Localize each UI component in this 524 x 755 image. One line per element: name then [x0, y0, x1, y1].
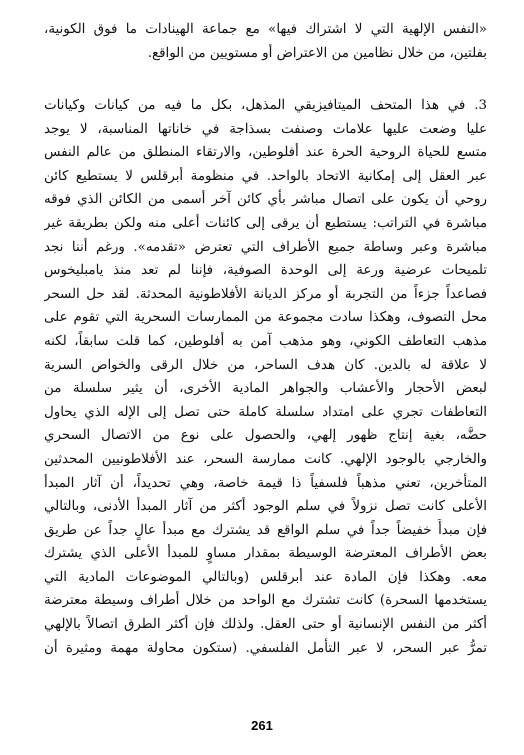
text-line: التعاطفات تجري على امتداد سلسلة كاملة حتى تصل إلى الإله الذي يحاول: [44, 404, 487, 420]
text-line: تلميحات عرضية ورعة إلى الوحدة الصوفية، فإننا لم تعد منذ يامبليخوس: [44, 263, 487, 279]
paragraph-section-3: [44, 94, 487, 660]
text-line: معه. وهكذا فإن المادة عند أبرقلس (وبالتالي الموضوعات المادية التي: [44, 569, 487, 585]
text-line: الأعلى كانت تصل نزولاً في سلم الوجود أكثر من آثار المبدأ الأدنى، وبالتالي: [44, 499, 487, 515]
text-line: أكثر من النفس الإنسانية أو حتى العقل. ولذلك فإن أكثر الطرق اتصالاً بالإلهي: [44, 617, 487, 633]
text-line: روحي أن يكون على اتصال مباشر بأي كائن آخر أسمى من الكائن الذي فوقه: [44, 192, 487, 208]
text-line: مذهب التعاطف الكوني، وهو مذهب آمن به أفلوطين، كما قلت سابقاً، لكنه: [44, 333, 487, 349]
text-line: تمرُّ عبر السحر، لا عبر التأمل الفلسفي. (ستكون محاولة مهمة ومثيرة أن: [44, 640, 487, 656]
text-line: حضَّه، بغية إنتاج ظهور إلهي، والحصول على نوع من الاتصال السحري: [44, 428, 487, 444]
text-line: مباشرة في التراتب: يستطيع أن يرقى إلى كائنات أعلى منه ولكن بطريقة غير: [44, 215, 487, 231]
text-line: عليا وضعت عليها علامات وصنفت بسذاجة في خاناتها المناسبة، لا يوجد: [44, 121, 487, 137]
text-line: فإن مبدأً خفيضاً جداً في سلم الواقع قد يشترك مع مبدأ عالٍ جداً عن طريق: [44, 522, 487, 538]
text-line: بفلتين، من خلال نظامين من الاعتراض أو مستويين من الواقع.: [147, 45, 487, 61]
text-line: فصاعداً جزءاً من التجربة أو مركز الديانة الأفلاطونية المحدثة. لقد حل السحر: [44, 286, 487, 302]
text-line: المتأخرين، تعني مذهباً فلسفياً ذا قيمة خاصة، وهي تحديداً، أن آثار المبدأ: [44, 475, 487, 491]
text-line: «النفس الإلهية التي لا اشتراك فيها» مع جماعة الهينادات ما فوق الكونية،: [44, 22, 487, 37]
text-line: 3. في هذا المتحف الميتافيزيقي المذهل، بكل ما فيه من كيانات وكيانات: [44, 98, 487, 113]
text-line: متسع للحياة الروحية الحرة عند أفلوطين، والارتقاء المنطلق من عالم النفس: [44, 145, 487, 161]
paragraph-continued: [44, 18, 487, 65]
text-line: عبر العقل إلى إمكانية الاتحاد بالواحد. في منظومة أبرقلس لا يستطيع كائن: [44, 168, 487, 184]
text-line: محل التصوف، وهكذا سادت مجموعة من الممارسات السحرية التي تقوم على: [44, 310, 487, 326]
text-line: لا علاقة له بالدين. كان هدف الساحر، من خلال الرقى والخواص السرية: [44, 357, 487, 373]
text-line: لبعض الأحجار والأعشاب والجواهر المادية الأخرى، أن يثير سلسلة من: [44, 381, 487, 397]
text-line: مباشرة وعبر وساطة جميع الأطراف التي تعترض «تقدمه». ورغم أننا نجد: [44, 239, 487, 255]
text-line: بعض الأطراف المعترضة الوسيطة بمقدار مساوٍ للمبدأ الأعلى الذي يشترك: [44, 546, 487, 562]
text-line: والخارجي بالوجود الإلهي. كانت ممارسة السحر، عند الأفلاطونيين المحدثين: [44, 451, 487, 467]
page-number: 261: [251, 718, 273, 733]
text-line: يستخدمها السحرة) كانت تشترك مع الواحد من خلال أطراف وسيطة معترضة: [44, 593, 487, 609]
